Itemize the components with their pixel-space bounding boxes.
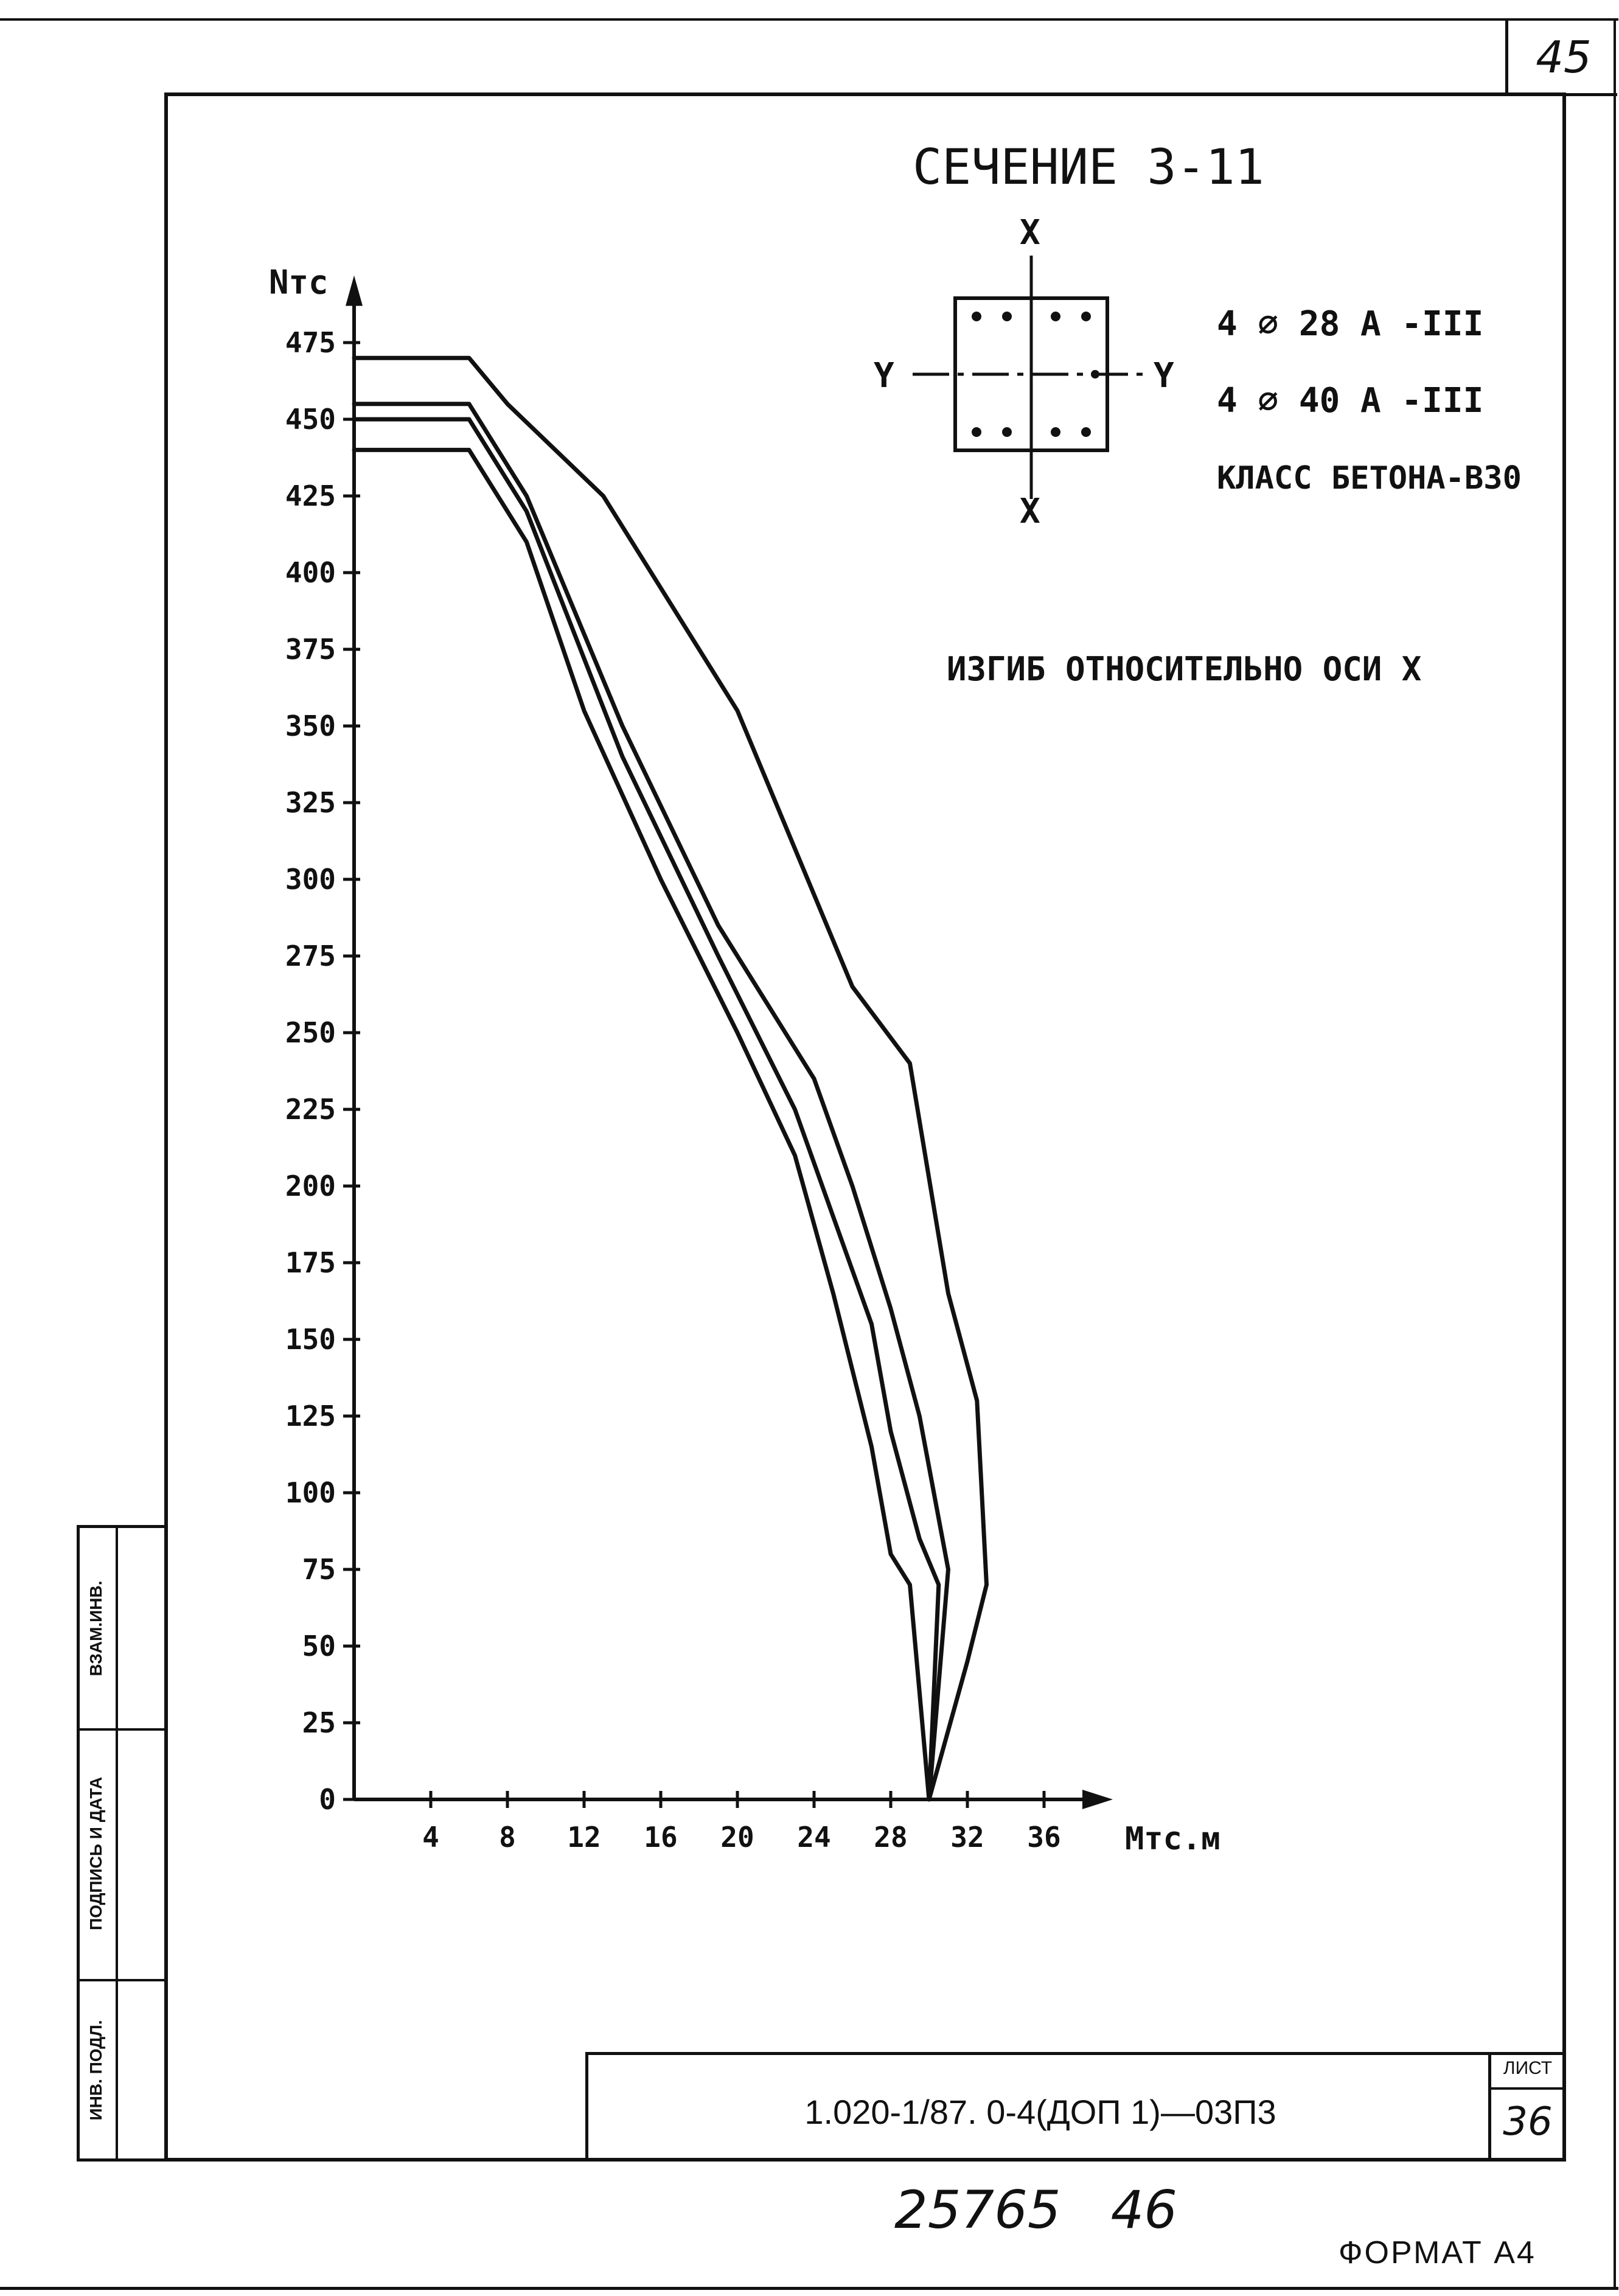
x-tick-label: 32 bbox=[950, 1821, 984, 1854]
y-axis-arrow bbox=[346, 276, 363, 306]
y-tick-label: 425 bbox=[285, 480, 336, 512]
interaction-curve-1 bbox=[354, 450, 929, 1799]
y-tick-label: 475 bbox=[285, 326, 336, 359]
axis-x-top-label: X bbox=[1020, 213, 1040, 253]
document-code: 1.020-1/87. 0-4(ДОП 1)—03П3 bbox=[804, 2093, 1276, 2131]
stamp-label-vzam: ВЗАМ.ИНВ. bbox=[86, 1580, 105, 1677]
handwritten-number: 25765 46 bbox=[894, 2180, 1178, 2241]
bending-note: ИЗГИБ ОТНОСИТЕЛЬНО ОСИ X bbox=[947, 650, 1422, 688]
concrete-class: КЛАСС БЕТОНА-В30 bbox=[1217, 460, 1522, 497]
x-tick-label: 24 bbox=[797, 1821, 831, 1854]
y-tick-label: 75 bbox=[302, 1553, 336, 1586]
y-tick-label: 150 bbox=[285, 1323, 336, 1356]
y-tick-label: 0 bbox=[319, 1783, 336, 1816]
y-tick-label: 200 bbox=[285, 1170, 336, 1202]
interaction-curve-4 bbox=[354, 358, 987, 1799]
format-label: ФОРМАТ А4 bbox=[1339, 2235, 1536, 2270]
interaction-curve-3 bbox=[354, 404, 949, 1799]
rebar-line-1: 4 ⌀ 28 А -III bbox=[1217, 304, 1484, 344]
y-axis-label: Nтс bbox=[269, 263, 329, 302]
sheet-number: 36 bbox=[1503, 2099, 1553, 2144]
rebar-line-2: 4 ⌀ 40 А -III bbox=[1217, 381, 1484, 420]
y-tick-label: 125 bbox=[285, 1400, 336, 1432]
chart-axes bbox=[346, 276, 1113, 1809]
corner-number: 45 bbox=[1536, 32, 1592, 83]
y-tick-label: 350 bbox=[285, 710, 336, 742]
x-axis-label: Mтс.м bbox=[1125, 1821, 1220, 1857]
y-tick-label: 450 bbox=[285, 403, 336, 436]
chart-series bbox=[354, 358, 987, 1799]
axis-y-left-label: Y bbox=[874, 356, 894, 396]
x-tick-label: 16 bbox=[644, 1821, 678, 1854]
y-tick-label: 100 bbox=[285, 1476, 336, 1509]
y-tick-label: 400 bbox=[285, 556, 336, 589]
stamp-label-inv: ИНВ. ПОДЛ. bbox=[86, 2020, 105, 2121]
x-tick-label: 28 bbox=[874, 1821, 908, 1854]
y-tick-label: 175 bbox=[285, 1246, 336, 1279]
y-tick-label: 25 bbox=[302, 1706, 336, 1739]
y-tick-label: 325 bbox=[285, 786, 336, 819]
x-tick-label: 8 bbox=[499, 1821, 516, 1854]
axis-x-bottom-label: X bbox=[1020, 492, 1040, 531]
x-tick-label: 4 bbox=[422, 1821, 439, 1854]
y-tick-label: 300 bbox=[285, 863, 336, 896]
chart-labels bbox=[269, 263, 1220, 1857]
interaction-curve-2 bbox=[354, 419, 939, 1799]
axis-y-right-label: Y bbox=[1154, 356, 1174, 396]
y-tick-label: 50 bbox=[302, 1630, 336, 1663]
y-tick-label: 375 bbox=[285, 633, 336, 666]
x-tick-label: 36 bbox=[1027, 1821, 1061, 1854]
y-tick-label: 250 bbox=[285, 1016, 336, 1049]
sheet-label: ЛИСТ bbox=[1503, 2058, 1553, 2078]
x-tick-label: 20 bbox=[720, 1821, 754, 1854]
x-tick-label: 12 bbox=[567, 1821, 601, 1854]
y-tick-label: 225 bbox=[285, 1093, 336, 1126]
section-title: СЕЧЕНИЕ 3-11 bbox=[913, 139, 1264, 195]
x-axis-arrow bbox=[1082, 1790, 1113, 1809]
y-tick-label: 275 bbox=[285, 940, 336, 972]
stamp-label-signature: ПОДПИСЬ И ДАТА bbox=[86, 1776, 105, 1931]
